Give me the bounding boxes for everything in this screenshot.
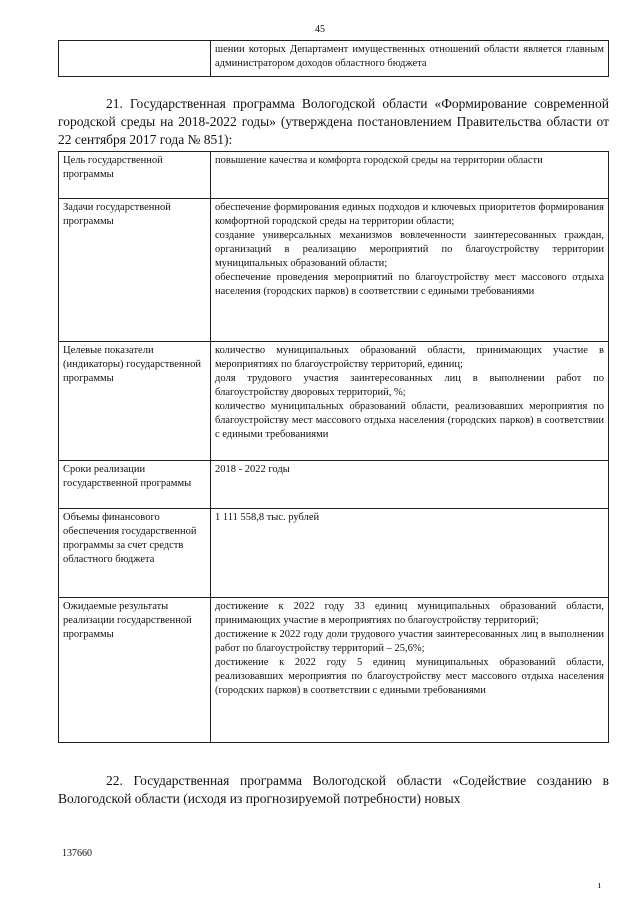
program-passport-table	[58, 151, 609, 743]
table-row	[59, 41, 609, 77]
row-value: повышение качества и комфорта городской среды на территории области	[211, 152, 609, 199]
table-row	[59, 509, 609, 598]
row-label: Цель государственной программы	[59, 152, 211, 199]
row-value: 1 111 558,8 тыс. рублей	[211, 509, 609, 598]
row-label: Задачи государственной программы	[59, 199, 211, 342]
continuation-table	[58, 40, 609, 77]
row-label: Сроки реализации государственной программы	[59, 461, 211, 509]
row-value: обеспечение формирования единых подходов и ключевых приоритетов формирования комфортной городской среды на территории области; создание универсальных механизмов вовлеченности заинтересованных граждан, организаций в реализацию мероприятий по благоустройству территории муниципальных образований области; обеспечение проведения мероприятий по благоустройству мест массового отдыха населения (городских парков) в соответствии с едиными требованиями	[211, 199, 609, 342]
page-number: 45	[315, 24, 325, 35]
section-21-heading: 21. Государственная программа Вологодской области «Формирование современной городской среды на 2018-2022 годы» (утверждена постановлением Правительства области от 22 сентября 2017 года № 851):	[58, 96, 609, 147]
row-value: количество муниципальных образований области, принимающих участие в мероприятиях по благоустройству территорий, единиц; доля трудового участия заинтересованных лиц в выполнении работ по благоустройству дворовых территорий, %; количество муниципальных образований области, реализовавших мероприятия по благоустройству мест массового отдыха населения (городских парков) в соответствии с едиными требованиями	[211, 342, 609, 461]
row-value: достижение к 2022 году 33 единиц муниципальных образований области, принимающих участие в мероприятиях по благоустройству территорий; достижение к 2022 году доли трудового участия заинтересованных лиц в выполнении работ по благоустройству территорий – 25,6%; достижение к 2022 году 5 единиц муниципальных образований области, реализовавших мероприятия по благоустройству мест массового отдыха населения (городских парков) в соответствии с едиными требованиями	[211, 598, 609, 743]
table-row	[59, 598, 609, 743]
row-label: Объемы финансового обеспечения государственной программы за счет средств областного бюджета	[59, 509, 211, 598]
table-row	[59, 461, 609, 509]
continuation-left-cell	[59, 41, 211, 77]
continuation-right-cell: шении которых Департамент имущественных отношений области является главным администратором доходов областного бюджета	[211, 41, 609, 77]
document-code: 137660	[62, 848, 92, 859]
table-row	[59, 152, 609, 199]
corner-mark: ı	[598, 880, 601, 891]
section-22-heading: 22. Государственная программа Вологодской области «Содействие созданию в Вологодской области (исходя из прогнозируемой потребности) новых	[58, 773, 609, 806]
table-row	[59, 199, 609, 342]
table-row	[59, 342, 609, 461]
row-label: Ожидаемые результаты реализации государственной программы	[59, 598, 211, 743]
row-label: Целевые показатели (индикаторы) государственной программы	[59, 342, 211, 461]
row-value: 2018 - 2022 годы	[211, 461, 609, 509]
